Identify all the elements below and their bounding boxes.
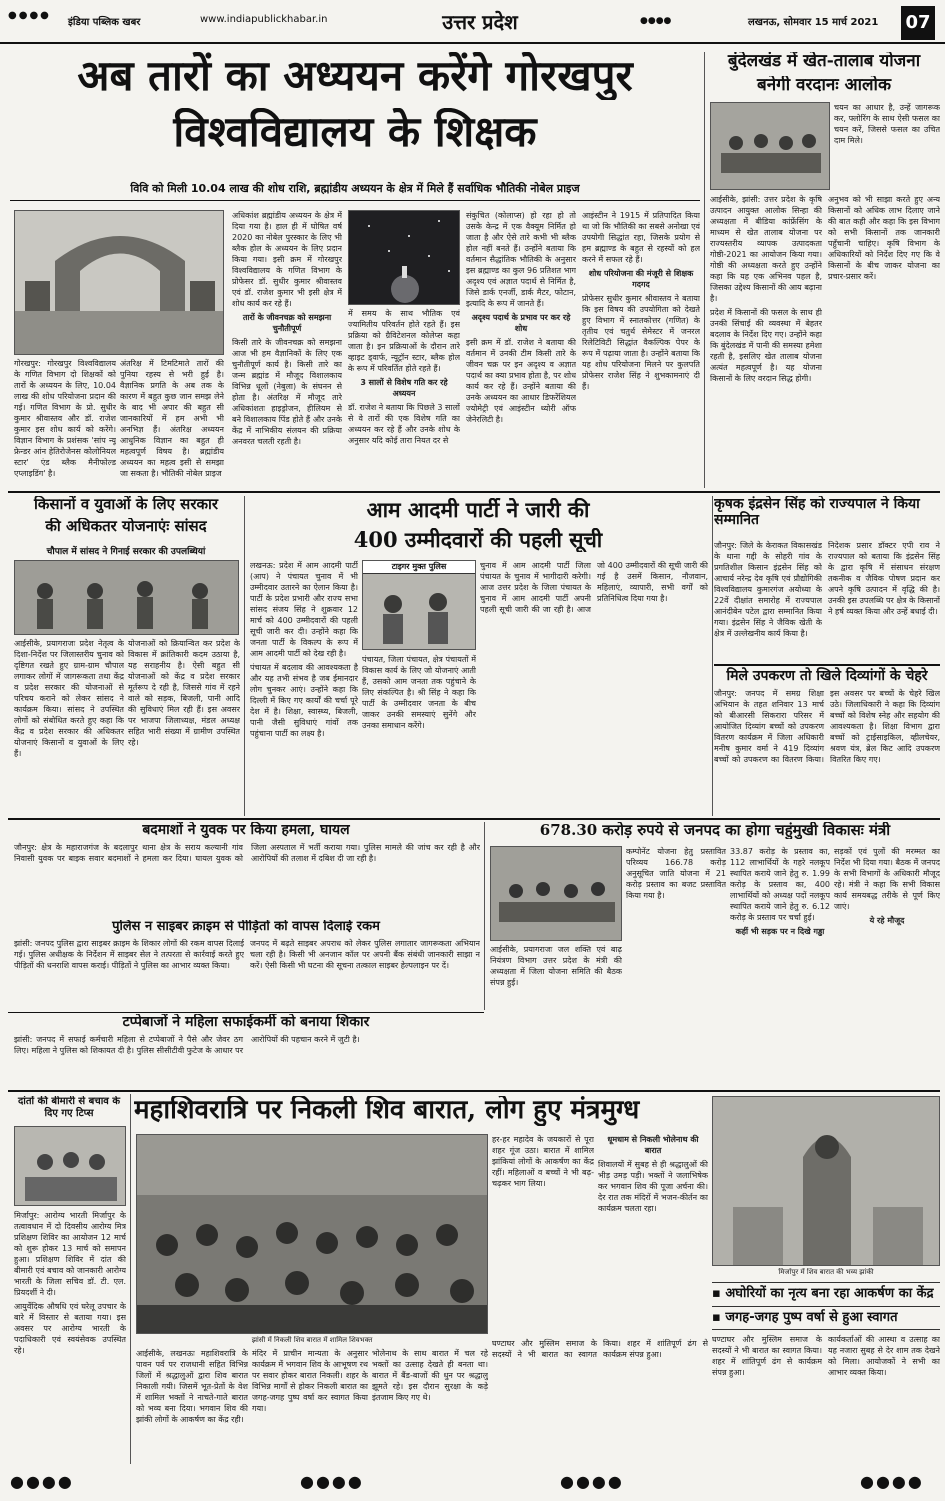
shiv-bullet-2-text: जगह-जगह पुष्प वर्षा से हुआ स्वागत: [725, 1310, 898, 1325]
shiv-col-2: मंदिर में प्राचीन मान्यता के अनुसार कार्यक्रम में भगवान शिव के आभूषण रथ पर सवार होकर बारात निकली। शहर के विभिन्न मार्गों से होकर निकली बारात का जगह-जगह पुष्प वर्षा कर स्वागत किया गया।: [252, 1349, 368, 1413]
shiv-col-1: आईसीके, लखनऊः महाशिवरात्रि के पावन पर्व पर राजधानी सहित विभिन्न जिलों में श्रद्धालुओं द्वारा शिव बारात निकाली गयी। जिसमें भूत-प्रेतों के वेश में शामिल भक्तों ने नाचते-गाते बारात को भव्य बना दिया। भगवान शिव की झांकी लोगों के आकर्षण का केंद्र रही।: [136, 1349, 248, 1424]
krishak-headline: कृषक इंद्रसेन सिंह को राज्यपाल ने किया सम्मानित: [714, 496, 920, 529]
police-headline: पुलिस न साइबर क्राइम से पीड़ितों को वापस दिलाई रकम: [112, 920, 380, 934]
chaupal-photo: [14, 560, 239, 635]
lead-col-4: [348, 308, 460, 486]
bundelkhand-col-1: [710, 194, 822, 488]
aap-col-1: [250, 560, 358, 814]
mp-headline-2: की अधिकतर योजनाएंः सांसद: [45, 518, 207, 535]
mp-subheadline: चौपाल में सांसद ने गिनाई सरकार की उपलब्धियां: [46, 547, 206, 557]
aap-headline-2: 400 उम्मीदवारों की पहली सूची: [353, 528, 603, 552]
bundelkhand-col-3: अनुभव को भी साझा करते हुए अन्य किसानों को अधिक लाभ दिलाए जाने की बात कही और कहा कि इस विभाग को सभी किसानों तक जानकारी पहुँचानी चाहिए। कृषि विभाग के अधिकारियों को निर्देश दिए गए कि वे किसानों के बीच जाकर योजना का प्रचार-प्रसार करें।: [828, 195, 940, 281]
masthead-bar: [0, 0, 945, 44]
shiv-headline: महाशिवरात्रि पर निकली शिव बारात, लोग हुए मंत्रमुग्ध: [134, 1096, 640, 1125]
registration-marks-bottom-right: ●●●●: [860, 1472, 924, 1491]
shiv-bullet-1-text: अघोरियों का नृत्य बना रहा आकर्षण का केंद्र: [725, 1286, 934, 1301]
mp-col-2: योजनाओं को क्रियान्वित कर प्रदेश के विकास में क्रांतिकारी कदम उठाया है, यह सराहनीय है। ऐसी बहुत सी योजनाओं को केंद्र व प्रदेश सरकार मूर्तरूप दे रही है, जिससे गांव में रहने वाले को सड़क, बिजली, पानी आदि की सुविधाएं मिल रही हैं। इस अवसर पर भाजपा जिलाध्यक्ष, मंडल अध्यक्ष सहित भारी संख्या में ग्रामीण उपस्थित रहे।: [128, 639, 240, 747]
attack-text: जौनपुर: क्षेत्र के महाराजगंज के बदलापुर थाना क्षेत्र के सराय कल्यानी गांव निवासी युवक पर बाइक सवार बदमाशों ने हमला कर दिया। घायल युवक को जिला अस्पताल में भर्ती कराया गया। पुलिस मामले की जांच कर रही है और आरोपियों की तलाश में दबिश दी जा रही है।: [14, 843, 480, 863]
shiv-photo-caption: झांसी में निकली शिव बारात में शामिल शिवभक्त: [251, 1336, 373, 1344]
attack-headline: बदमाशों ने युवक पर किया हमला, घायल: [142, 822, 350, 838]
dant-text-b: आयुर्वेदिक औषधि एवं घरेलू उपचार के बारे में विस्तार से बताया गया। इस अवसर पर आरोग्य भारती के पदाधिकारी एवं स्वयंसेवक उपस्थित रहे।: [14, 1302, 126, 1355]
lead-headline-2: विश्वविद्यालय के शिक्षक: [173, 108, 537, 156]
shiv-bullet-1: ▪ अघोरियों का नृत्य बना रहा आकर्षण का केंद्र: [712, 1282, 940, 1305]
shiv-tableau-photo: [712, 1096, 940, 1266]
aap-col-2: पंचायत, जिला पंचायत, क्षेत्र पंचायतों में विकास कार्य के लिए जो योजनाएं आती हैं, उसको आम जनता तक पहुंचाने के लिए संकल्पित है। श्री सिंह ने कहा कि पार्टी के उम्मीदवार जनता के बीच जाकर उनकी समस्याएं सुनेंगे और उनका समाधान करेंगे।: [362, 655, 476, 730]
registration-marks-bottom-mid2: ●●●●: [560, 1472, 624, 1491]
shiv-procession-photo: [136, 1134, 488, 1334]
police-col-1: झांसी: जनपद पुलिस द्वारा साइबर क्राइम के शिकार लोगों की रकम वापस दिलाई गई। पुलिस अधीक्षक के निर्देशन में साइबर सेल ने तत्परता से कार्रवाई करते हुए पीड़ितों की धनराशि वापस कराई। पीड़ितों ने पुलिस का आभार व्यक्त किया।: [14, 939, 244, 970]
shiv-col-5-text: शिवालयों में सुबह से ही श्रद्धालुओं की भीड़ उमड़ पड़ी। भक्तों ने जलाभिषेक कर भगवान शिव की पूजा अर्चना की। देर रात तक मंदिरों में भजन-कीर्तन का कार्यक्रम चलता रहा।: [598, 1160, 708, 1213]
sweepers-text: झांसी: जनपद में सफाई कर्मचारी महिला से टप्पेबाजों ने पैसे और जेवर ठग लिए। महिला ने पुलिस को शिकायत दी है। पुलिस सीसीटीवी फुटेज के आधार पर आरोपियों की पहचान करने में जुटी है।: [14, 1035, 360, 1055]
university-gate-photo: [14, 210, 224, 355]
lead-col-3-subhead: तारों के जीवनचक्र को समझना चुनौतीपूर्ण: [242, 313, 332, 333]
registration-marks-bottom-left: ●●●●: [10, 1472, 74, 1491]
lead-col-4-subhead: 3 सालों से विशेष गति कर रहे अध्ययन: [360, 378, 448, 398]
vikas-col-2-text: 33.87 करोड़ के प्रस्ताव का, 112 लाभार्थियों के गहरे नलकूप स्थापित कराये जाने हेतु रु. 1.99 करोड़ के प्रस्ताव का, 400 लाभार्थियों को अध्यक्ष पदों नलकूप स्थापित कराये जाने हेतु रु. 6.12 करोड़ के प्रस्ताव पर चर्चा हुई।: [730, 847, 830, 922]
night-sky-photo: [348, 210, 460, 305]
vikas-meeting-photo: [490, 846, 622, 941]
vikas-col-3-text: सड़कों एवं पुलों की मरम्मत का निर्देश भी दिया गया। बैठक में जनपद के सभी विभागों के अधिकारी मौजूद रहे। मंत्री ने कहा कि सभी विकास कार्य समयबद्ध तरीके से पूर्ण किए जाएं।: [834, 847, 940, 911]
aap-photo-banner: टाइगर मुक्त पुलिस: [363, 561, 475, 574]
lead-subheadline: विवि को मिली 10.04 लाख की शोध राशि, ब्रह्मांडीय अध्ययन के क्षेत्र में मिले हैं सर्वाधिक भौतिकी नोबेल प्राइज: [130, 182, 580, 195]
section-title: उत्तर प्रदेश: [442, 10, 518, 34]
shiv-col-3: भोलेनाथ के साथ बारात में चल रहे भक्तों का उत्साह देखते ही बनता था। बारात में बैंड-बाजों की धुन पर श्रद्धालु झूमते रहे। इस दौरान सुरक्षा के कड़े इंतजाम किए गए थे।: [372, 1349, 488, 1402]
aap-press-photo: [362, 560, 476, 650]
shiv-tableau-caption: मिर्जापुर में शिव बारात की भव्य झांकी: [778, 1268, 874, 1276]
vikas-col-3: [834, 846, 940, 1010]
lead-col-5-subhead: अदृश्य पदार्थ के प्रभाव पर कर रहे शोध: [471, 313, 571, 333]
bundelkhand-col-0: चयन का आधार है, उन्हें जागरूक कर, फ्लोरिंग के साथ ऐसी फसल का चयन करें, जिससे फसल का उचित दाम मिले।: [834, 103, 940, 145]
vikas-headline: 678.30 करोड़ रुपये से जनपद का होगा चहुंमुखी विकासः मंत्री: [539, 822, 891, 839]
registration-marks: ●●●●: [8, 10, 51, 21]
dant-headline: दांतों की बीमारी से बचाव के दिए गए टिप्स: [17, 1096, 121, 1119]
lead-col-3: [232, 210, 342, 486]
website-link[interactable]: www.indiapublickhabar.in: [200, 14, 328, 25]
aap-col-1-text-b: पंचायत में बदलाव की आवश्यकता है और यह तभी संभव है जब ईमानदार लोग चुनकर आएं। उन्होंने कहा कि दिल्ली में किए गए कार्यों की चर्चा पूरे देश में है। शिक्षा, स्वास्थ्य, बिजली, पानी जैसी सुविधाएं गांवों तक पहुंचाना पार्टी का लक्ष्य है।: [250, 663, 358, 738]
paper-name: इंडिया पब्लिक खबर: [68, 17, 141, 28]
aap-col-3: चुनाव में आम आदमी पार्टी जिला पंचायत के चुनाव में भागीदारी करेगी। आज उत्तर प्रदेश के जिला पंचायत के चुनाव में आम आदमी पार्टी अपनी पहली सूची जारी की जा रही है। आज जो 400 उम्मीदवारों की सूची जारी की गई है उसमें किसान, नौजवान, महिलाएं, व्यापारी, सभी वर्गों को प्रतिनिधित्व दिया गया है।: [480, 561, 708, 614]
mp-headline-1: किसानों व युवाओं के लिए सरकार: [33, 496, 219, 513]
meeting-photo: [710, 102, 830, 190]
vikas-photo-caption: आईसीके, प्रयागराजः जल शक्ति एवं बाढ़ नियंत्रण विभाग उत्तर प्रदेश के मंत्री की अध्यक्षता में जिला योजना समिति की बैठक संपन्न हुई।: [490, 945, 622, 987]
registration-marks-bottom-mid1: ●●●●: [300, 1472, 364, 1491]
bundelkhand-col-1-text: आईसीके, झांसी: उत्तर प्रदेश के कृषि उत्पादन आयुक्त आलोक सिन्हा की अध्यक्षता में बीडिया कांफ्रेंसिंग के माध्यम से खेत तालाब योजना पर राज्यस्तरीय व्यापक उत्पादकता गोष्ठी-2021 का आयोजन किया गया। गोष्ठी की अध्यक्षता करते हुए उन्होंने कहा कि यह एक अभिनव पहल है, जिसका उद्देश्य किसानों की आय बढ़ाना है।: [710, 195, 822, 303]
shiv-col-6: घण्टाघर और मुस्लिम समाज के सदस्यों ने भी बारात का स्वागत किया। शहर में शांतिपूर्ण ढंग से कार्यक्रम संपन्न हुआ।: [492, 1339, 708, 1359]
lead-col-6: [582, 210, 700, 486]
lead-col-4-text: में समय के साथ भौतिक एवं ज्यामितीय परिवर्तन होते रहते हैं। इस प्रक्रिया को ग्रैविटेशनल कोलेप्स कहा जाता है। इन प्रक्रियाओं के दौरान तारे व्हाइट ड्वार्फ, न्यूट्रॉन स्टार, ब्लैक होल के रूप में परिवर्तित होते रहते हैं।: [348, 309, 460, 373]
police-col-2: जनपद में बढ़ते साइबर अपराध को लेकर पुलिस लगातार जागरूकता अभियान चला रही है। किसी भी अनजान कॉल पर अपनी बैंक संबंधी जानकारी साझा न करें। ऐसी किसी भी घटना की सूचना तत्काल साइबर हेल्पलाइन पर दें।: [250, 939, 480, 970]
mp-col-1: आईसीके, प्रयागराजः प्रदेश नेतृत्व के दिशा-निर्देश पर जिलास्तरीय चुनाव को दृष्टिगत रखते हुए ग्राम-ग्राम चौपाल लगाकर लोगों में जागरूकता तथा केंद्र व प्रदेश सरकार की योजनाओं से परिचय कराने को लेकर सांसद ने कार्यक्रम किया। सांसद ने उपस्थित लोगों को संबोधित करते हुए कहा कि केंद्र व प्रदेश सरकार की अधिकतर योजनाएं किसानों व युवाओं के लिए हैं।: [14, 639, 124, 758]
vikas-col-3-subhead: ये रहे मौजूद: [869, 916, 905, 925]
lead-col-5-text: संकुचित (कोलाप्स) हो रहा हो तो उसके केन्द्र में एक वैक्यूम निर्मित हो जाता है और ऐसे तारे कभी भी ब्लैक होल नहीं बनते हैं। उन्होंने बताया कि वर्तमान सैद्धांतिक भौतिकी के अनुसार इस ब्रह्माण्ड का कुल 96 प्रतिशत भाग अदृश्य एवं अज्ञात पदार्थ से निर्मित है, जिसे डार्क एनर्जी, डार्क मैटर, फोटान, इत्यादि के रूप में जानते हैं।: [466, 211, 576, 308]
bundelkhand-headline-1: बुंदेलखंड में खेत-तालाब योजना: [727, 52, 921, 71]
lead-col-6-subhead: शोध परियोजना की मंजूरी से शिक्षक गदगद: [588, 269, 694, 289]
page-number: 07: [901, 6, 935, 40]
shiv-col-5: [598, 1134, 708, 1334]
lead-col-5: [466, 210, 576, 486]
dant-text: मिर्जापुर: आरोग्य भारती मिर्जापुर के तत्वावधान में दो दिवसीय आरोग्य मित्र प्रशिक्षण शिविर का आयोजन 12 मार्च को शुरू होकर 13 मार्च को समापन हुआ। प्रशिक्षण शिविर में दांत की बीमारी एवं बचाव को जानकारी आरोग्य भारती के जिला सचिव डॉ. टी. एल. प्रियदर्शी ने दी।: [14, 1211, 126, 1297]
aap-headline-1: आम आदमी पार्टी ने जारी की: [366, 498, 590, 522]
lead-col-3-text: अधिकांश ब्रह्मांडीय अध्ययन के क्षेत्र में दिया गया है। हाल ही में घोषित वर्ष 2020 का नोबेल पुरस्कार के लिए भी ब्लैक होल के अध्ययन के लिए प्रदान किया गया। इसी क्रम में गोरखपुर विश्वविद्यालय के गणित विभाग के प्रोफेसर डॉ. सुधीर कुमार श्रीवास्तव एवं डॉ. राजेश कुमार भी इसी क्षेत्र में शोध कार्य कर रहे हैं।: [232, 211, 342, 308]
shiv-bullet-2: ▪ जगह-जगह पुष्प वर्षा से हुआ स्वागत: [712, 1306, 940, 1330]
krishak-col-2: निदेशक प्रसार डॉक्टर एपी राव ने राज्यपाल को बताया कि इंद्रसेन सिंह के द्वारा कृषि में संसाधन संरक्षण तकनीक व जैविक पोषण प्रदान कर अपने कृषि उत्पादन में वृद्धि की है। उनकी इस उपलब्धि पर क्षेत्र के किसानों ने हर्ष व्यक्त किया और उन्हें बधाई दी।: [828, 541, 940, 616]
divyang-story: [714, 664, 940, 814]
dant-col: [14, 1210, 126, 1460]
lead-col-1: गोरखपुर: गोरखपुर विश्वविद्यालय के गणित विभाग दो शिक्षकों को तारों के अध्ययन के लिए, 10.04 लाख की शोध परियोजना प्रदान की गई। गणित विभाग के प्रो. सुधीर कुमार श्रीवास्तव और डॉ. राजेश कुमार इस शोध कार्य को करेंगे। विज्ञान विभाग के प्रशंसक 'सांप न्यू फ्रेन्डर आंन हेतिरोजेनस कोलोनियल स्टार' एंड ब्लैक मैनीफोल्ड एप्लाइडिंग' है।: [14, 359, 116, 478]
shiv-col-7: घण्टाघर और मुस्लिम समाज के सदस्यों ने भी बारात का स्वागत किया। शहर में शांतिपूर्ण ढंग से कार्यक्रम संपन्न हुआ।: [712, 1335, 822, 1377]
lead-col-3-text-b: किसी तारे के जीवनचक्र को समझना आज भी हम वैज्ञानिकों के लिए एक चुनौतीपूर्ण कार्य है। किसी तारे का जन्म ब्रह्मांड में मौजूद विशालकाय विभिन्न धूलों (नेबुला) के संघनन से होता है। अंतरिक्ष में मौजूद तारे अधिकांशतः हाइड्रोजन, हीलियम से बने विशालकाय पिंड होते हैं और उनके केंद्र में नाभिकीय संलयन की प्रक्रिया अनवरत चलती रहती है।: [232, 338, 342, 446]
shiv-col-4: हर-हर महादेव के जयकारों से पूरा शहर गूंज उठा। बारात में शामिल झांकियां लोगों के आकर्षण का केंद्र रहीं। महिलाओं व बच्चों ने भी बढ़-चढ़कर भाग लिया।: [492, 1135, 594, 1188]
aap-col-1-text: लखनऊ: प्रदेश में आम आदमी पार्टी (आप) ने पंचायत चुनाव में भी उम्मीदवार उतारने का ऐलान किया है। पार्टी के प्रदेश प्रभारी और राज्य सभा सांसद संजय सिंह ने शुक्रवार 12 मार्च को 400 उम्मीदवारों की पहली सूची जारी कर दी। उन्होंने कहा कि जनता पार्टी के विकल्प के रूप में आम आदमी पार्टी को देख रही है।: [250, 561, 358, 658]
shiv-col-8: कार्यकर्ताओं की आस्था व उत्साह का यह नजारा सुबह से देर शाम तक देखने को मिला। आयोजकों ने सभी का आभार व्यक्त किया।: [828, 1335, 940, 1377]
lead-col-2: अंतरिक्ष में टिमटिमाते तारों की पुनिया रहस्य से भरी हुई है। वैज्ञानिक प्रगति के अब तक के कारण में बहुत कुछ जान समझ लेने के बाद भी अपार की बहुत सी जानकारियों में हम अभी भी अनभिज्ञ हैं। अंतरिक्ष अध्ययन आधुनिक विज्ञान का बहुत ही महत्वपूर्ण विषय है। ब्रह्मांडीय अध्ययन का महत्व इसी से समझा जा सकता है। भौतिकी नोबेल प्राइज: [120, 359, 224, 478]
lead-col-4-text-b: डॉ. राजेश ने बताया कि पिछले 3 सालों से वे तारों की एक विशेष गति का अध्ययन कर रहे हैं और उनके शोध के अनुसार यदि कोई तारा नियत दर से: [348, 403, 460, 445]
lead-col-5-text-b: इसी क्रम में डॉ. राजेश ने बताया की वर्तमान में उनकी टीम किसी तारे के जीवन चक्र पर इन अदृश्य व अज्ञात पदार्थ का क्या प्रभाव होता है, पर शोध कार्य कर रहे हैं। उन्होंने बताया की उनके अध्ययन का आधार डिफरेंशियल ज्योमेट्री एवं आइंस्टीन थ्योरी ऑफ जेनेरलिटी है।: [466, 338, 576, 424]
sweepers-headline: टप्पेबाजों ने महिला सफाईकर्मी को बनाया शिकार: [122, 1014, 370, 1030]
dant-photo: [14, 1126, 126, 1206]
bundelkhand-headline-2: बनेगी वरदानः आलोक: [756, 76, 891, 95]
issue-tag: ●●●●: [640, 16, 672, 26]
divyang-text: जौनपुर: जनपद में समग्र शिक्षा अभियान के तहत शनिवार 13 मार्च को बीआरसी सिकरारा परिसर में आयोजित दिव्यांग बच्चों को उपकरण वितरण कार्यक्रम में जिला अधिकारी मनीष कुमार वर्मा ने 419 दिव्यांग बच्चों को उपकरण का वितरण किया। इस अवसर पर बच्चों के चेहरे खिल उठे। जिलाधिकारी ने कहा कि दिव्यांग बच्चों को विशेष स्नेह और सहयोग की आवश्यकता है। शिक्षा विभाग द्वारा बच्चों को ट्राईसाइकिल, व्हीलचेयर, श्रवण यंत्र, ब्रेल किट आदि उपकरण वितरित किए गए।: [714, 689, 940, 765]
vikas-col-2: [730, 846, 830, 1010]
shiv-col-5-subhead: धूमधाम से निकली भोलेनाथ की बारात: [607, 1135, 699, 1155]
krishak-col-1: जौनपुर: जिले के केराकत विकासखंड के थाना गद्दी के सोहरी गांव के प्रगतिशील किसान इंद्रसेन सिंह को आचार्य नरेन्द्र देव कृषि एवं प्रौद्योगिकी विश्वविद्यालय कुमारगंज अयोध्या के 22वें दीक्षांत समारोह में राज्यपाल आनंदीबेन पटेल द्वारा सम्मानित किया गया। इंद्रसेन सिंह ने जैविक खेती के क्षेत्र में उल्लेखनीय कार्य किया है।: [714, 541, 822, 638]
vikas-col-1: कम्पोनेंट योजना हेतु प्रस्तावित परिव्यय 166.78 करोड़ अनुसूचित जाति योजना में 21 करोड़ प्रस्ताव का बजट प्रस्तावित किया गया है।: [626, 847, 726, 900]
issue-date: लखनऊ, सोमवार 15 मार्च 2021: [748, 17, 879, 28]
lead-headline-1: अब तारों का अध्ययन करेंगे गोरखपुर: [77, 52, 633, 100]
divyang-headline: मिले उपकरण तो खिले दिव्यांगों के चेहरे: [714, 664, 940, 684]
vikas-inner-subhead: कहीं भी सड़क पर न दिखे गड्ढा: [735, 927, 825, 936]
lead-col-6-text-b: प्रोफेसर सुधीर कुमार श्रीवास्तव ने बताया कि इस विषय की उपयोगिता को देखते हुए विभाग में स्नातकोत्तर (गणित) के तृतीय एवं चतुर्थ सेमेस्टर में जनरल रिलेटिविटी सिद्धांत वैकल्पिक पेपर के रूप में पढ़ाया जाता है। उन्होंने बताया कि यह शोध परियोजना मिलने पर कुलपति प्रोफेसर राजेश सिंह ने शुभकामनाएं दी हैं।: [582, 294, 700, 391]
lead-col-6-text: आइंस्टीन ने 1915 में प्रतिपादित किया था जो कि भौतिकी का सबसे अनोखा एवं उपयोगी सिद्धांत रहा, जिसके प्रयोग से हम ब्रह्माण्ड के बहुत से रहस्यों को हल करने में सफल रहे हैं।: [582, 211, 700, 264]
bundelkhand-col-2-text: प्रदेश में किसानों की फसल के साथ ही उनकी सिंचाई की व्यवस्था में बेहतर बदलाव के निर्देश दिए गए। उन्होंने कहा कि बुंदेलखंड में पानी की समस्या हमेशा रहती है, इसलिए खेत तालाब योजना अत्यंत महत्वपूर्ण है। यह योजना किसानों के लिए वरदान सिद्ध होगी।: [710, 308, 822, 383]
